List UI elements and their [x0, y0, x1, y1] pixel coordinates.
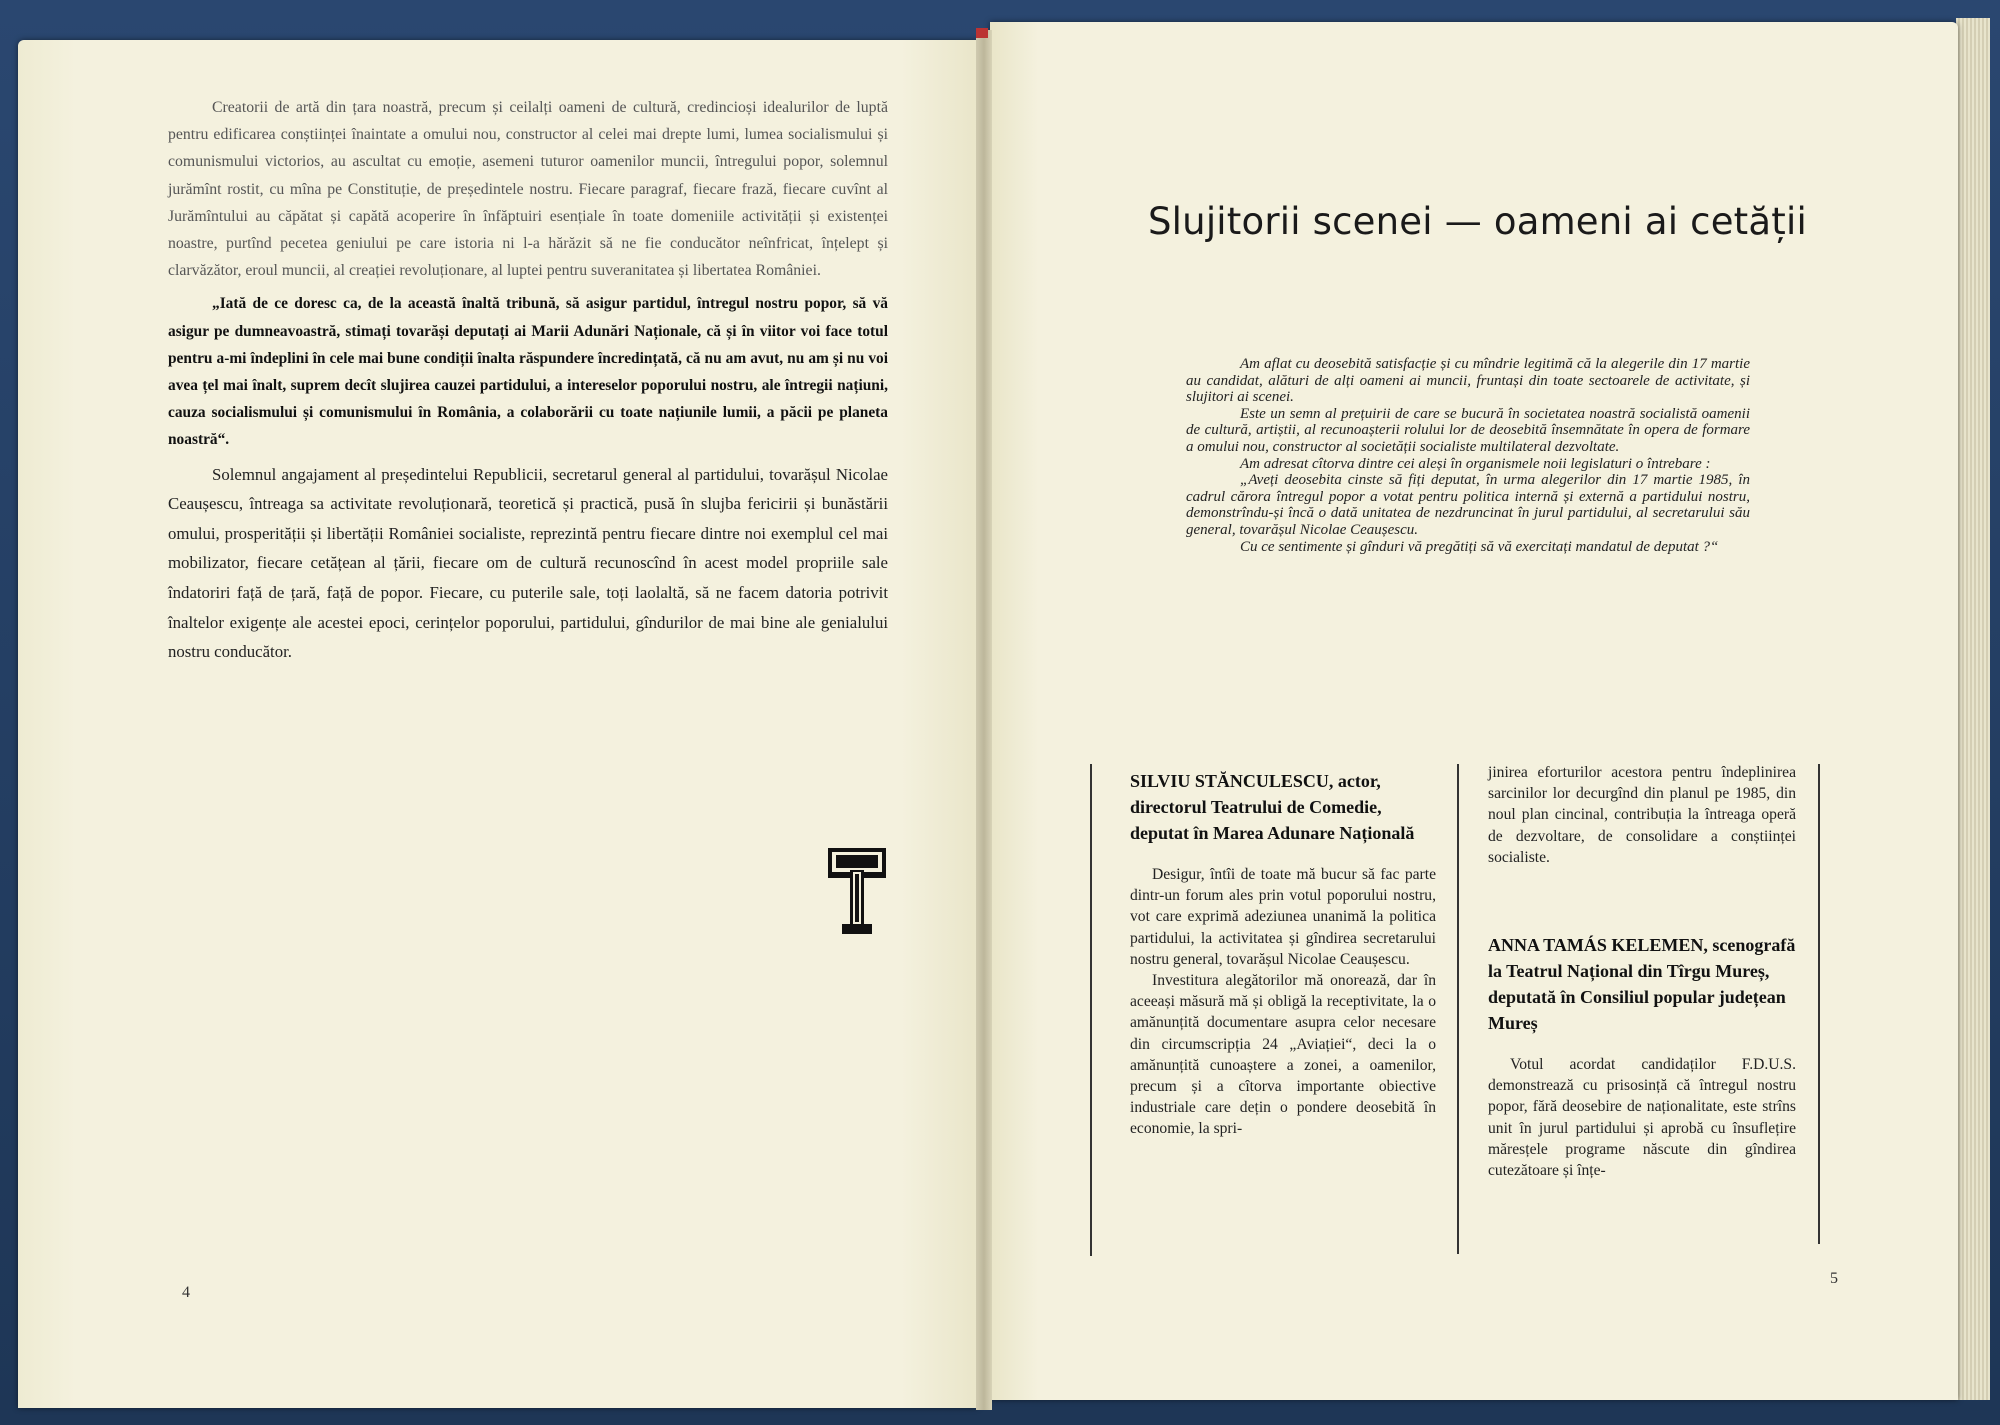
- left-page-body: [168, 94, 888, 667]
- answer-paragraph: Votul acordat candidaților F.D.U.S. demonstrează cu prisosință că întregul nostru popor, fără deosebire de naționalitate, este strîns unit în jurul partidului și aprobă cu însuflețire măresțele programe născute din gîndirea cutezătoare și înțe-: [1488, 1056, 1796, 1180]
- closing-paragraph: Solemnul angajament al președintelui Republicii, secretarul general al partidului, tovarășul Nicolae Ceaușescu, întreaga sa activitate revoluționară, teoretică și practică, pusă în slujba fericirii și bunăstării omului, prosperității și libertății României socialiste, reprezintă pentru fiecare dintre noi exemplul cel mai mobilizator, fiecare cetățean al țării, fiecare om de cultură recunoscînd în acest model propriile sale îndatoriri față de țară, față de popor. Fiecare, cu puterile sale, toți laolaltă, să ne facem datoria potrivit înaltelor exigențe ale acestei epoci, cerințelor poporului, partidului, gîndurilor de mai bine ale genialului nostru conducător.: [168, 464, 888, 662]
- intro-paragraph: Cu ce sentimente și gînduri vă pregătiți să vă exercitați mandatul de deputat ?“: [1240, 538, 1719, 555]
- article-title: Slujitorii scenei — oameni ai cetății: [1148, 200, 1807, 243]
- answer-paragraph: Desigur, întîi de toate mă bucur să fac parte dintr-un forum ales prin votul poporului nostru, vot care exprimă adeziunea unanimă la politica partidului, la activitatea și gîndirea secretarului nostru general, tovarășul Nicolae Ceaușescu.: [1130, 866, 1436, 968]
- answer-paragraph: Investitura alegătorilor mă onorează, dar în aceeași măsură mă și obligă la receptivitate, la o amănunțită documentare asupra celor necesare din circumscripția 24 „Aviației“, deci la o amănunțită cunoaștere a zonei, a oamenilor, precum și a cîtorva importante obiective industriale care dețin o pondere deosebită în economie, la spri-: [1130, 972, 1436, 1138]
- intro-paragraph: Am aflat cu deosebită satisfacție și cu mîndrie legitimă că la alegerile din 17 martie au candidat, alături de alți oameni ai muncii, fruntași din toate sectoarele de activitate, și slujitori ai scenei.: [1186, 356, 1750, 406]
- page-number-right: 5: [1830, 1270, 1838, 1287]
- column-rule-middle: [1457, 764, 1459, 1254]
- page-edges: [1956, 18, 1990, 1400]
- intro-paragraph: Este un semn al prețuirii de care se bucură în societatea noastră socialistă oamenii de cultură, artiștii, al recunoașterii rolului lor de deosebită însemnătate în opera de formare a omului nou, constructor al societății socialiste multilateral dezvoltate.: [1186, 405, 1750, 455]
- interview-column-2: [1488, 762, 1796, 1181]
- column-rule-left: [1090, 764, 1092, 1256]
- quoted-oath: „Iată de ce doresc ca, de la această înaltă tribună, să asigur partidul, întregul nostru popor, să vă asigur pe dumneavoastră, stimați tovarăși deputați ai Marii Adunări Naționale, că și în viitor voi face totul pentru a-mi îndeplini în cele mai bune condiții înalta răspundere încredințată, că nu am avut, nu am și nu voi avea țel mai înalt, suprem decît slujirea cauzei partidului, a intereselor poporului nostru, ale întregii națiuni, cauza socialismului și comunismului în România, a colaborării cu toate națiunile lumii, a păcii pe planeta noastră“.: [168, 295, 888, 449]
- decorative-initial-t: [828, 848, 886, 934]
- bookmark-ribbon: [976, 28, 988, 38]
- column-rule-right: [1818, 764, 1820, 1244]
- interviewee-heading-stanculescu: SILVIU STĂNCULESCU, actor, directorul Teatrului de Comedie, deputat în Marea Adunare Națională: [1130, 771, 1415, 843]
- article-intro: [1186, 356, 1750, 555]
- continued-answer: jinirea eforturilor acestora pentru îndeplinirea sarcinilor lor decurgînd din planul pe 1985, din noul plan cincinal, contribuția la întreaga operă de dezvoltare, de consolidare a conștiinței socialiste.: [1488, 764, 1796, 866]
- intro-paragraph: Am adresat cîtorva dintre cei aleși în organismele noii legislaturi o întrebare :: [1240, 455, 1711, 472]
- opening-paragraph: Creatorii de artă din țara noastră, precum și ceilalți oameni de cultură, credincioși idealurilor de luptă pentru edificarea conștiinței înaintate a omului nou, constructor al celei mai drepte lumi, lumea socialismului și comunismului victorios, au ascultat cu emoție, asemeni tuturor oamenilor muncii, întregului popor, solemnul jurămînt rostit, cu mîna pe Constituție, de președintele nostru. Fiecare paragraf, fiecare frază, fiecare cuvînt al Jurămîntului au căpătat și capătă acoperire în înfăptuiri esențiale în toate domeniile activității și existenței noastre, purtînd pecetea geniului pe care istoria ni l-a hărăzit să ne fie conducător neînfricat, înțelept și clarvăzător, eroul muncii, al creației revoluționare, al luptei pentru suveranitatea și libertatea României.: [168, 99, 888, 280]
- intro-paragraph: „Aveți deosebita cinste să fiți deputat, în urma alegerilor din 17 martie 1985, în cadrul cărora întregul popor a votat pentru politica internă și externă a partidului nostru, demonstrîndu-și încă o dată unitatea de nezdruncinat în jurul partidului, al secretarului său general, tovarășul Nicolae Ceaușescu.: [1186, 472, 1750, 538]
- book-spine: [976, 30, 992, 1410]
- page-number-left: 4: [182, 1284, 190, 1301]
- interview-column-1: [1130, 768, 1436, 1140]
- interviewee-heading-kelemen: ANNA TAMÁS KELEMEN, scenografă la Teatrul Național din Tîrgu Mureș, deputată în Consiliul popular județean Mureș: [1488, 935, 1796, 1034]
